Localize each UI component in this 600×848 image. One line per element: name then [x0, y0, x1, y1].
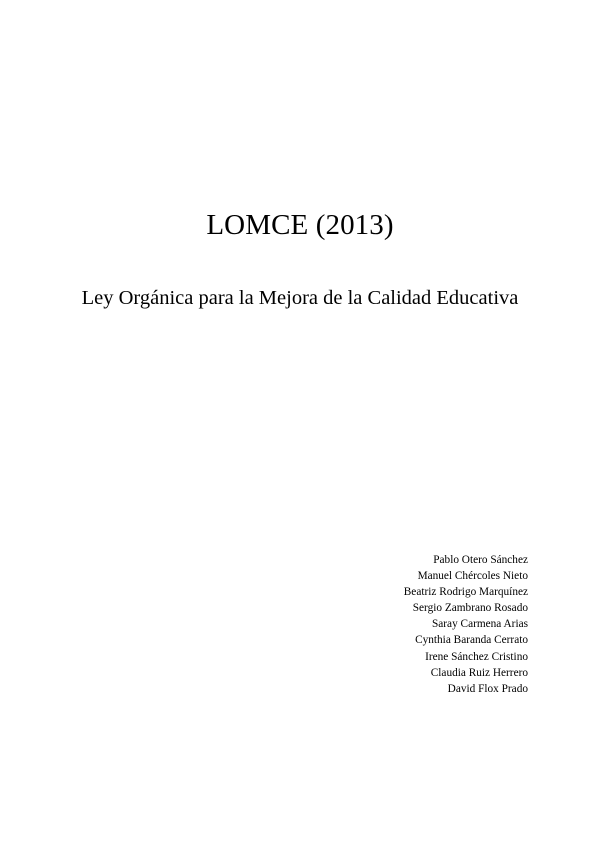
- author-name: Saray Carmena Arias: [432, 618, 528, 631]
- author-name: Sergio Zambrano Rosado: [412, 602, 528, 615]
- document-subtitle: Ley Orgánica para la Mejora de la Calidad Educativa: [81, 287, 519, 309]
- author-name: Beatriz Rodrigo Marquínez: [403, 586, 528, 599]
- document-title: LOMCE (2013): [206, 209, 394, 241]
- author-name: Irene Sánchez Cristino: [425, 650, 528, 663]
- author-name: Claudia Ruiz Herrero: [430, 666, 528, 679]
- author-list: [404, 552, 528, 697]
- author-name: Pablo Otero Sánchez: [433, 554, 528, 566]
- author-name: Manuel Chércoles Nieto: [417, 570, 528, 583]
- author-name: David Flox Prado: [447, 682, 528, 695]
- author-name: Cynthia Baranda Cerrato: [415, 634, 528, 647]
